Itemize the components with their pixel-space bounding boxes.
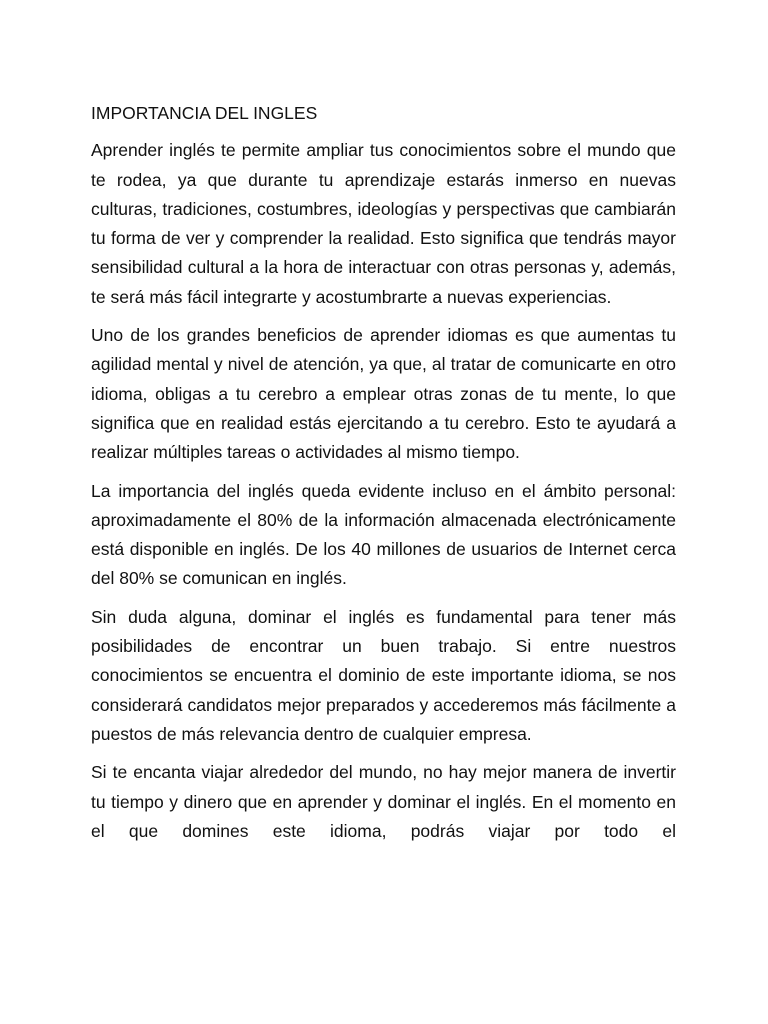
paragraph-benefits-culture: Aprender inglés te permite ampliar tus conocimientos sobre el mundo que te rodea, ya que durante tu aprendizaje estarás inmerso en nuevas culturas, tradiciones, costumbres, ideologías y perspectivas que cambiarán tu forma de ver y comprender la realidad. Esto significa que tendrás mayor sensibilidad cultural a la hora de interactuar con otras personas y, además, te será más fácil integrarte y acostumbrarte a nuevas experiencias. [91,140,676,307]
paragraph-information-access: La importancia del inglés queda evidente incluso en el ámbito personal: aproximadamente el 80% de la información almacenada electrónicamente está disponible en inglés. De los 40 millones de usuarios de Internet cerca del 80% se comunican en inglés. [91,480,676,589]
paragraph-employment: Sin duda alguna, dominar el inglés es fundamental para tener más posibilidades de encontrar un buen trabajo. Si entre nuestros conocimientos se encuentra el dominio de este importante idioma, se nos considerará candidatos mejor preparados y accederemos más fácilmente a puestos de más relevancia dentro de cualquier empresa. [91,606,676,744]
paragraph-mental-agility: Uno de los grandes beneficios de aprender idiomas es que aumentas tu agilidad mental y nivel de atención, ya que, al tratar de comunicarte en otro idioma, obligas a tu cerebro a emplear otras zonas de tu mente, lo que significa que en realidad estás ejercitando a tu cerebro. Esto te ayudará a realizar múltiples tareas o actividades al mismo tiempo. [91,325,676,463]
paragraph-travel: Si te encanta viajar alrededor del mundo, no hay mejor manera de invertir tu tiempo y dinero que en aprender y dominar el inglés. En el momento en el que domines este idioma, podrás viajar por todo el [91,762,676,841]
document-title: IMPORTANCIA DEL INGLES [91,103,318,123]
document-page [91,99,676,855]
